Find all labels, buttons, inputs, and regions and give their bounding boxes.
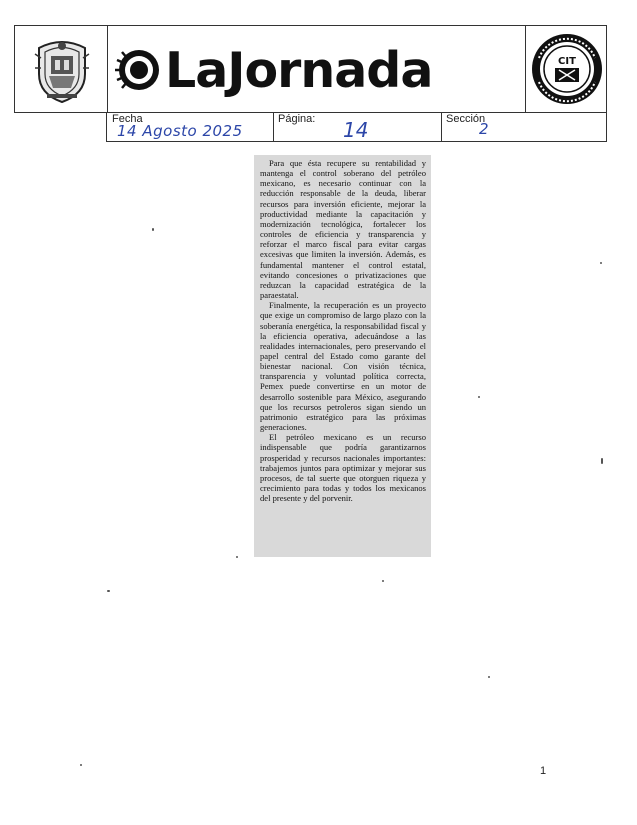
article-paragraph: El petróleo mexicano es un recurso indispensable que podría garantizarnos prosperidad y recursos nacionales importantes: trabajemos juntos para optimizar y mejorar sus procesos, de tal suerte que otorguen riqueza y crecimiento para todas y todos los mexicanos del presente y del porvenir. — [260, 432, 426, 504]
newspaper-masthead — [113, 34, 521, 106]
scan-speck — [600, 262, 602, 264]
state-coat-of-arms-seal-icon — [31, 34, 93, 104]
newspaper-name: LaJornada — [165, 41, 433, 99]
sun-logo-icon — [113, 46, 161, 94]
scan-speck — [107, 590, 110, 592]
seccion-label: Sección — [446, 113, 486, 125]
pagina-value: 14 — [343, 118, 369, 142]
fecha-cell — [107, 112, 274, 141]
article-paragraph: Para que ésta recupere su rentabilidad y mantenga el control soberano del petróleo mexicano, es necesario continuar con la reducción responsable de la deuda, liberar recursos para inversión eficiente, mejorar la productividad mediante la capacitación y modernización tecnológica, fortalecer los controles de eficiencia y transparencia y reforzar el marco fiscal para evitar cargas excesivas que limiten la inversión. Además, es fundamental mantener el control estatal, evitando concesiones o privatizaciones que reduzcan la capacidad estratégica de la paraestatal. — [260, 158, 426, 301]
page-number: 1 — [540, 765, 547, 777]
scan-speck — [382, 580, 384, 582]
masthead-divider — [525, 26, 526, 112]
cit-institution-seal-icon — [529, 30, 605, 108]
scan-speck — [152, 228, 154, 231]
clipping-metadata-row — [106, 112, 607, 142]
masthead-box — [14, 25, 607, 113]
newspaper-clipping — [254, 155, 431, 557]
seal-text: CIT — [558, 56, 576, 67]
article-paragraph: Finalmente, la recuperación es un proyecto que exige un compromiso de largo plazo con la soberanía energética, la responsabilidad fiscal y la eficiencia operativa, adecuándose a las realidades internacionales, pero preservando el papel central del Estado como garante del bienestar nacional. Con visión técnica, transparencia y voluntad política correcta, Pemex puede convertirse en un motor de desarrollo sostenible para México, asegurando que los recursos petroleros sigan siendo un patrimonio estratégico para las próximas generaciones. — [260, 300, 426, 433]
scan-speck — [80, 764, 82, 766]
masthead-divider — [107, 26, 108, 112]
pagina-label: Página: — [278, 113, 316, 125]
scan-speck — [601, 458, 603, 464]
scan-speck — [488, 676, 490, 678]
seccion-cell — [441, 112, 606, 141]
fecha-value: 14 Agosto 2025 — [117, 122, 243, 140]
pagina-cell — [273, 112, 442, 141]
seccion-value: 2 — [479, 120, 489, 138]
scan-speck — [236, 556, 238, 558]
fecha-label: Fecha — [112, 113, 143, 125]
scan-speck — [478, 396, 480, 398]
